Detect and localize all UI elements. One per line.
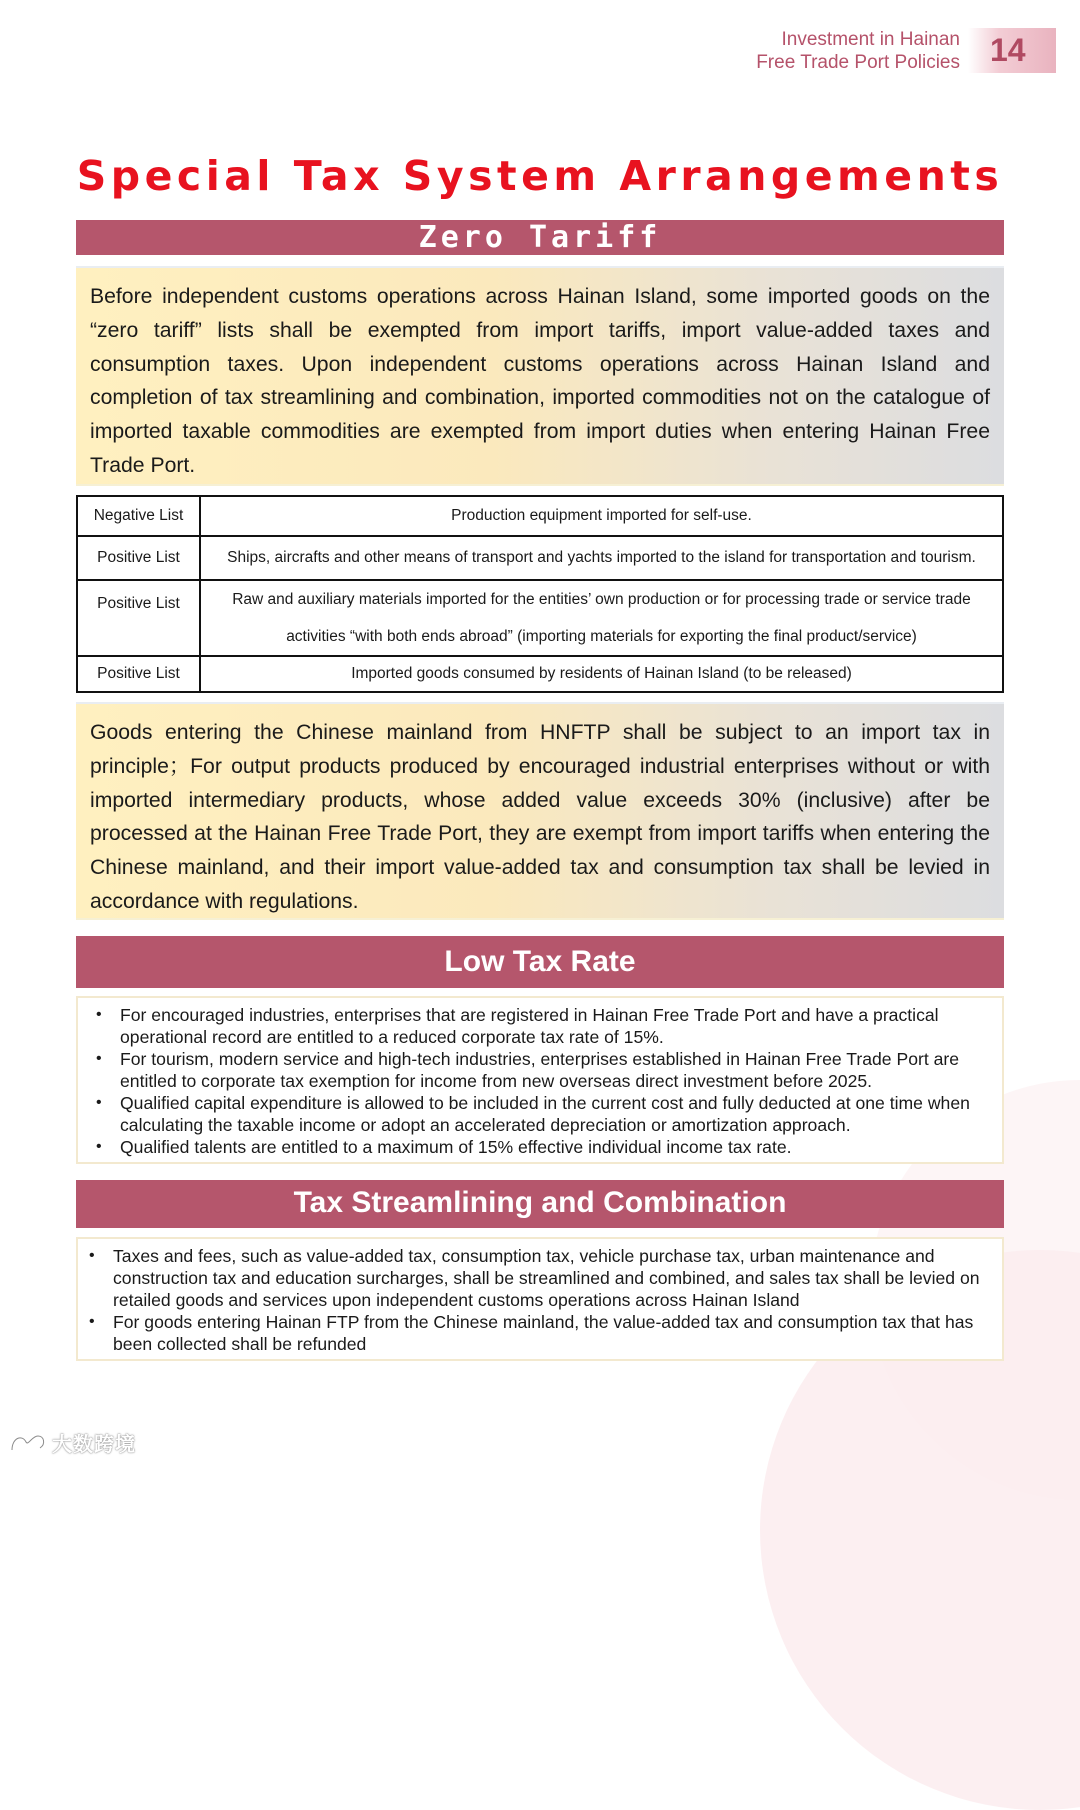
list-type-cell: Negative List <box>77 496 200 536</box>
watermark <box>8 1428 136 1457</box>
list-type-cell: Positive List <box>77 580 200 656</box>
table-row <box>77 496 1003 536</box>
header-line-2: Free Trade Port Policies <box>756 52 960 73</box>
zero-tariff-outro: Goods entering the Chinese mainland from HNFTP shall be subject to an import tax in principle；For output products produced by encouraged industrial enterprises without or with imported intermediary products, whose added value exceeds 30% (inclusive) after be processed at the Hainan Free Trade Port, they are exempt from import tariffs when entering the Chinese mainland, and their import value-added tax and consumption tax shall be levied in accordance with regulations. <box>76 702 1004 920</box>
list-description-cell: Raw and auxiliary materials imported for the entities’ own production or for processing trade or service trade activities “with both ends abroad” (importing materials for exporting the final product/service) <box>200 580 1003 656</box>
table-row <box>77 656 1003 692</box>
header-caption <box>756 28 960 74</box>
section-heading-low-tax: Low Tax Rate <box>76 936 1004 988</box>
list-description-cell: Production equipment imported for self-use. <box>200 496 1003 536</box>
table-row <box>77 580 1003 656</box>
list-item: • Qualified capital expenditure is allowed to be included in the current cost and fully deducted at one time when calculating the taxable income or adopt an accelerated depreciation or amortization approach. <box>120 1092 984 1136</box>
low-tax-list <box>120 1004 984 1158</box>
section-heading-streamlining: Tax Streamlining and Combination <box>76 1180 1004 1228</box>
zero-tariff-lists-table <box>76 495 1004 693</box>
low-tax-list-box <box>76 996 1004 1164</box>
watermark-logo-icon <box>8 1430 48 1456</box>
list-item: • For tourism, modern service and high-tech industries, enterprises established in Hainan Free Trade Port are entitled to corporate tax exemption for income from new overseas direct investment before 2025. <box>120 1048 984 1092</box>
table-row <box>77 536 1003 580</box>
zero-tariff-intro: Before independent customs operations across Hainan Island, some imported goods on the “zero tariff” lists shall be exempted from import tariffs, import value-added taxes and consumption taxes. Upon independent customs operations across Hainan Island and completion of tax streamlining and combination, imported commodities not on the catalogue of imported taxable commodities are exempted from import duties when entering Hainan Free Trade Port. <box>76 266 1004 486</box>
header-line-1: Investment in Hainan <box>781 29 960 50</box>
list-description-cell: Imported goods consumed by residents of Hainan Island (to be released) <box>200 656 1003 692</box>
streamlining-list <box>113 1245 992 1355</box>
page-title: Special Tax System Arrangements <box>76 152 1004 200</box>
page-number: 14 <box>968 28 1056 73</box>
list-item: • Taxes and fees, such as value-added tax, consumption tax, vehicle purchase tax, urban maintenance and construction tax and education surcharges, shall be streamlined and combined, and sales tax shall be levied on retailed goods and services upon independent customs operations across Hainan Island <box>113 1245 992 1311</box>
list-type-cell: Positive List <box>77 536 200 580</box>
list-item: • For goods entering Hainan FTP from the Chinese mainland, the value-added tax and consumption tax that has been collected shall be refunded <box>113 1311 992 1355</box>
list-item: • Qualified talents are entitled to a maximum of 15% effective individual income tax rate. <box>120 1136 984 1158</box>
list-type-cell: Positive List <box>77 656 200 692</box>
list-item: • For encouraged industries, enterprises that are registered in Hainan Free Trade Port and have a practical operational record are entitled to a reduced corporate tax rate of 15%. <box>120 1004 984 1048</box>
watermark-text: 大数跨境 <box>52 1434 136 1456</box>
list-description-cell: Ships, aircrafts and other means of transport and yachts imported to the island for transportation and tourism. <box>200 536 1003 580</box>
streamlining-list-box <box>76 1237 1004 1361</box>
section-heading-zero-tariff: Zero Tariff <box>76 220 1004 255</box>
